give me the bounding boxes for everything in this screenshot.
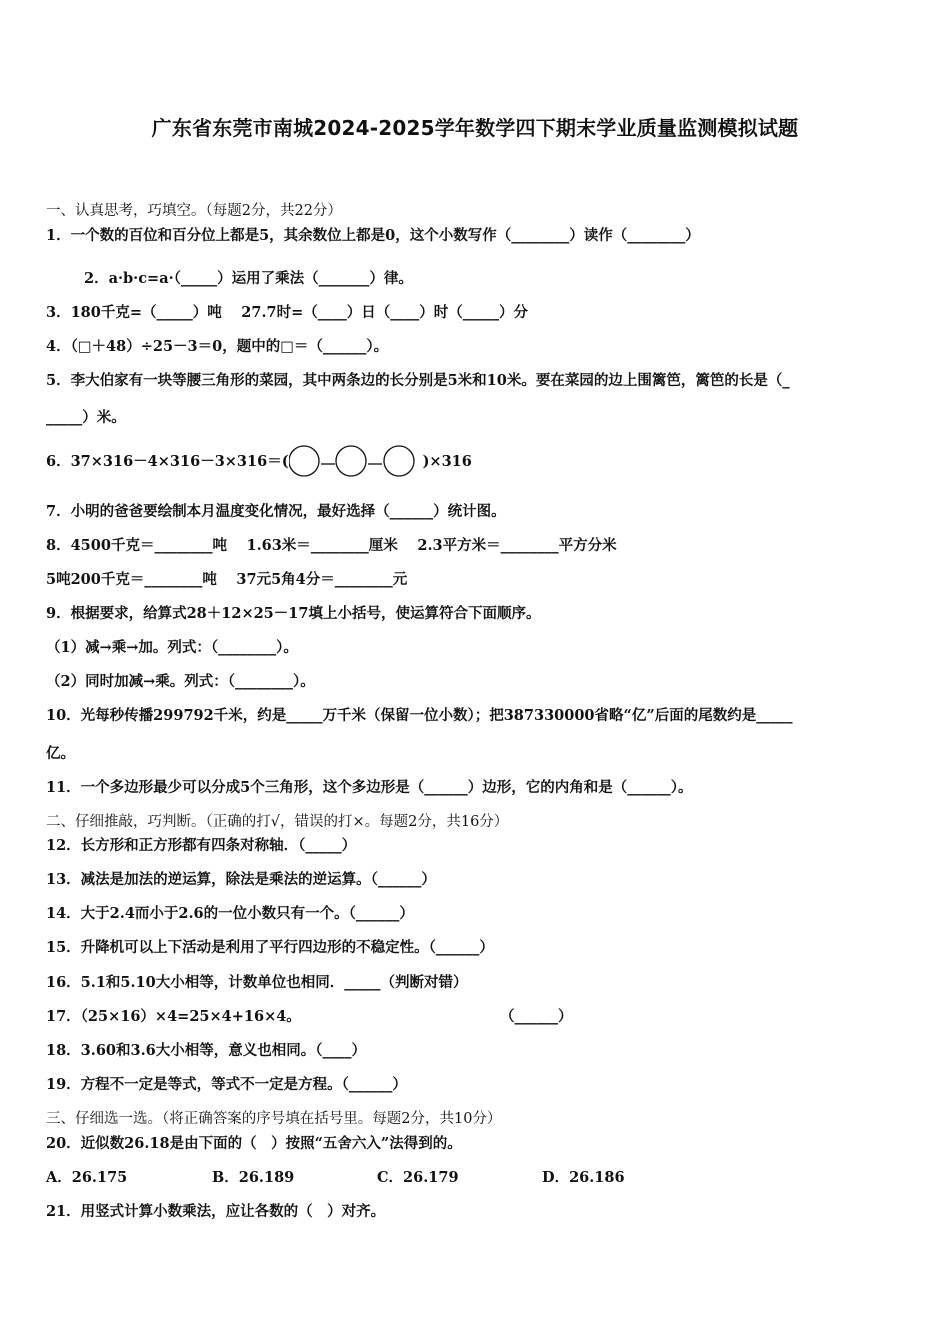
question-5: 5．李大伯家有一块等腰三角形的菜园，其中两条边的长分别是5米和10米。要在菜园的边上围篱笆，篱笆的长是（_ — [46, 372, 790, 389]
question-6 — [46, 444, 472, 480]
question-10: 10．光每秒传播299792千米，约是_____万千米（保留一位小数）；把387330000省略“亿”后面的尾数约是_____ — [46, 707, 793, 724]
question-16: 16．5.1和5.10大小相等，计数单位也相同．_____（判断对错） — [46, 974, 468, 991]
question-7: 7．小明的爸爸要绘制本月温度变化情况，最好选择（______）统计图。 — [46, 503, 506, 520]
question-3: 3．180千克=（_____）吨 27.7时=（____）日（____）时（_____）分 — [46, 304, 529, 321]
blank-circle — [384, 446, 414, 476]
option-c: C．26.179 — [377, 1169, 459, 1186]
blank-circle — [336, 446, 366, 476]
question-9: 9．根据要求，给算式28＋12×25－17填上小括号，使运算符合下面顺序。 — [46, 605, 541, 622]
question-11: 11．一个多边形最少可以分成5个三角形，这个多边形是（______）边形，它的内角和是（______）。 — [46, 779, 693, 796]
option-d: D．26.186 — [542, 1169, 625, 1186]
question-9-part-2: （2）同时加减→乘。列式：（________）。 — [46, 673, 315, 690]
section-2-heading: 二、仔细推敲，巧判断。（正确的打√，错误的打×。每题2分，共16分） — [46, 814, 509, 830]
section-3-heading: 三、仔细选一选。（将正确答案的序号填在括号里。每题2分，共10分） — [46, 1111, 502, 1127]
question-17 — [46, 1007, 906, 1027]
question-20-options — [46, 1168, 906, 1188]
question-5-continued: _____）米。 — [46, 409, 126, 426]
question-15: 15．升降机可以上下活动是利用了平行四边形的不稳定性。（______） — [46, 939, 494, 956]
question-9-part-1: （1）减→乘→加。列式：（________）。 — [46, 639, 298, 656]
page-title: 广东省东莞市南城2024-2025学年数学四下期末学业质量监测模拟试题 — [151, 116, 799, 140]
question-13: 13．减法是加法的逆运算，除法是乘法的逆运算。（______） — [46, 871, 436, 888]
question-8-second-line: 5吨200千克＝________吨 37元5角4分＝________元 — [46, 571, 408, 588]
question-12: 12．长方形和正方形都有四条对称轴．（_____） — [46, 837, 357, 854]
question-17-blank: （______） — [500, 1008, 573, 1025]
blank-circles — [289, 444, 423, 480]
question-20: 20．近似数26.18是由下面的（ ）按照“五舍六入”法得到的。 — [46, 1135, 462, 1152]
question-1: 1．一个数的百位和百分位上都是5，其余数位上都是0，这个小数写作（________）读作（________） — [46, 227, 700, 244]
question-8: 8．4500千克＝________吨 1.63米＝________厘米 2.3平方米＝________平方分米 — [46, 537, 617, 554]
section-1-heading: 一、认真思考，巧填空。（每题2分，共22分） — [46, 203, 342, 219]
question-4: 4．（□＋48）÷25－3＝0，题中的□＝（______）。 — [46, 338, 389, 355]
question-10-continued: 亿。 — [46, 745, 75, 762]
question-2: 2．a·b·c=a·（_____）运用了乘法（_______）律。 — [84, 270, 413, 287]
question-6-tail: )×316 — [422, 453, 472, 470]
question-17-text: 17．（25×16）×4=25×4+16×4。 — [46, 1008, 301, 1025]
question-14: 14．大于2.4而小于2.6的一位小数只有一个。（______） — [46, 905, 414, 922]
question-21: 21．用竖式计算小数乘法，应让各数的（ ）对齐。 — [46, 1203, 386, 1220]
blank-circle — [289, 446, 319, 476]
question-6-lead: 6．37×316－4×316－3×316＝( — [46, 453, 289, 470]
question-19: 19．方程不一定是等式，等式不一定是方程。（______） — [46, 1076, 407, 1093]
option-b: B．26.189 — [212, 1169, 295, 1186]
option-a: A．26.175 — [46, 1169, 128, 1186]
question-18: 18．3.60和3.6大小相等，意义也相同。（____） — [46, 1042, 366, 1059]
